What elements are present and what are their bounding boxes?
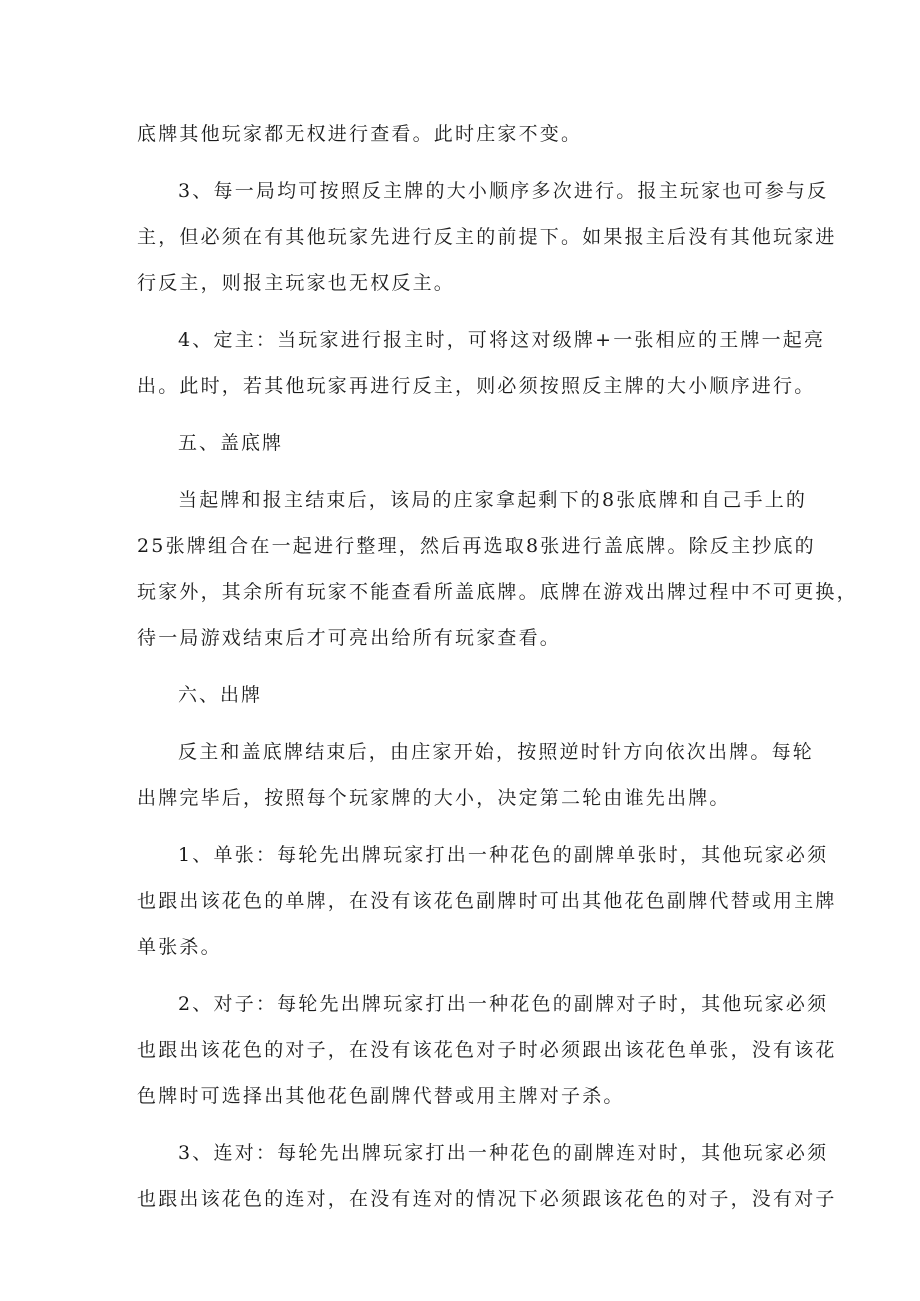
text-line: 25张牌组合在一起进行整理，然后再选取8张进行盖底牌。除反主抄底的 xyxy=(137,535,816,557)
text-line: 也跟出该花色的连对，在没有连对的情况下必须跟该花色的对子，没有对子 xyxy=(137,1188,837,1210)
text-line: 待一局游戏结束后才可亮出给所有玩家查看。 xyxy=(137,627,562,649)
text-line: 反主和盖底牌结束后，由庄家开始，按照逆时针方向依次出牌。每轮 xyxy=(178,741,815,763)
text-line: 单张杀。 xyxy=(137,936,222,958)
text-line: 行反主，则报主玩家也无权反主。 xyxy=(137,272,456,294)
text-line: 3、每一局均可按照反主牌的大小顺序多次进行。报主玩家也可参与反 xyxy=(178,180,829,202)
text-line: 色牌时可选择出其他花色副牌代替或用主牌对子杀。 xyxy=(137,1085,625,1107)
section-heading: 六、出牌 xyxy=(178,684,263,706)
section-heading: 五、盖底牌 xyxy=(178,432,284,454)
text-line: 也跟出该花色的单牌，在没有该花色副牌时可出其他花色副牌代替或用主牌 xyxy=(137,890,837,912)
text-line: 玩家外，其余所有玩家不能查看所盖底牌。底牌在游戏出牌过程中不可更换， xyxy=(137,581,858,603)
text-line: 4、定主：当玩家进行报主时，可将这对级牌+一张相应的王牌一起亮 xyxy=(178,329,826,351)
text-line: 出。此时，若其他玩家再进行反主，则必须按照反主牌的大小顺序进行。 xyxy=(137,375,816,397)
text-line: 1、单张：每轮先出牌玩家打出一种花色的副牌单张时，其他玩家必须 xyxy=(178,844,829,866)
text-line: 也跟出该花色的对子，在没有该花色对子时必须跟出该花色单张，没有该花 xyxy=(137,1039,837,1061)
text-line: 出牌完毕后，按照每个玩家牌的大小，决定第二轮由谁先出牌。 xyxy=(137,787,731,809)
text-line: 主，但必须在有其他玩家先进行反主的前提下。如果报主后没有其他玩家进 xyxy=(137,226,837,248)
text-line: 底牌其他玩家都无权进行查看。此时庄家不变。 xyxy=(137,123,583,145)
text-line: 2、对子：每轮先出牌玩家打出一种花色的副牌对子时，其他玩家必须 xyxy=(178,993,829,1015)
text-line: 当起牌和报主结束后，该局的庄家拿起剩下的8张底牌和自己手上的 xyxy=(178,489,808,511)
text-line: 3、连对：每轮先出牌玩家打出一种花色的副牌连对时，其他玩家必须 xyxy=(178,1142,829,1164)
